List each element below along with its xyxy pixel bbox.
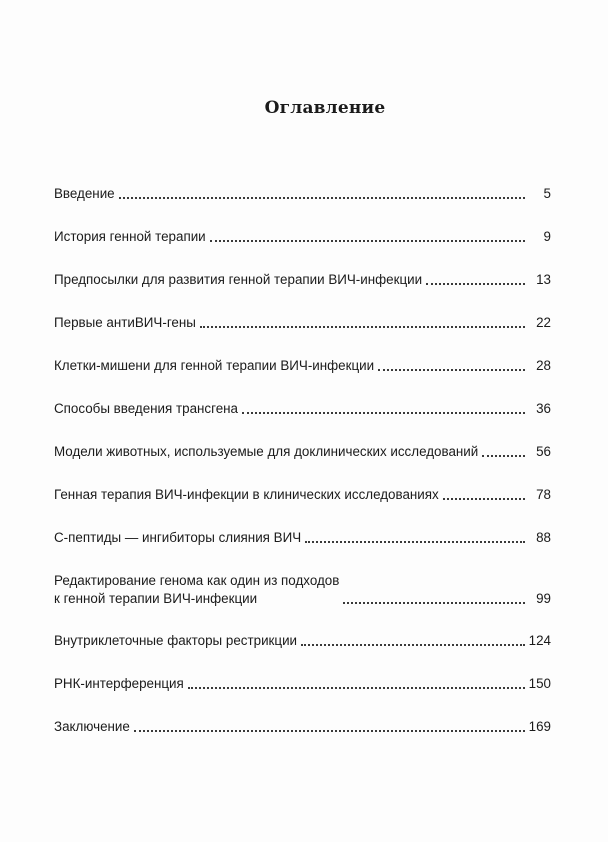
toc-entry-title bbox=[54, 675, 184, 693]
dot-leader bbox=[482, 454, 525, 457]
toc-page-number: 9 bbox=[543, 229, 551, 244]
dot-leader bbox=[305, 540, 525, 543]
toc-entry-title bbox=[54, 357, 374, 375]
toc-entry-title bbox=[54, 632, 297, 650]
toc-entry-title-line: Генная терапия ВИЧ-инфекции в клинических исследованиях bbox=[54, 487, 439, 502]
dot-leader bbox=[426, 282, 525, 285]
toc-entry-title bbox=[54, 314, 196, 332]
page-title: Оглавление bbox=[264, 98, 386, 118]
toc-entry-title-line: Предпосылки для развития генной терапии ВИЧ-инфекции bbox=[54, 272, 423, 287]
toc-page-number: 13 bbox=[536, 272, 551, 287]
toc-entry-title-line: Модели животных, используемые для доклинических исследований bbox=[54, 444, 479, 459]
toc-page-number: 56 bbox=[536, 444, 551, 459]
toc-entry[interactable] bbox=[54, 718, 551, 736]
toc-page-number: 88 bbox=[536, 530, 551, 545]
toc-entry[interactable] bbox=[54, 675, 551, 693]
toc-page-number: 36 bbox=[536, 401, 551, 416]
toc-entry-title bbox=[54, 486, 439, 504]
toc-entry-title-line: Первые антиВИЧ-гены bbox=[54, 315, 196, 330]
dot-leader bbox=[443, 497, 525, 500]
dot-leader bbox=[134, 729, 525, 732]
toc-entry[interactable] bbox=[54, 357, 551, 375]
toc-entry-title bbox=[54, 185, 115, 203]
dot-leader bbox=[242, 411, 525, 414]
dot-leader bbox=[119, 196, 525, 199]
toc-entry[interactable] bbox=[54, 486, 551, 504]
toc-page-number: 22 bbox=[536, 315, 551, 330]
toc-entry-title-line: Редактирование генома как один из подходов bbox=[54, 573, 340, 588]
dot-leader bbox=[188, 686, 525, 689]
toc-page-number: 78 bbox=[536, 487, 551, 502]
toc-entry-title bbox=[54, 271, 422, 289]
toc-entry-title-line: Внутриклеточные факторы рестрикции bbox=[54, 633, 298, 648]
toc-page-number: 169 bbox=[528, 719, 551, 734]
toc-entry[interactable] bbox=[54, 572, 551, 608]
dot-leader bbox=[301, 643, 525, 646]
toc-entry[interactable] bbox=[54, 529, 551, 547]
dot-leader bbox=[378, 368, 525, 371]
toc-entry-title bbox=[54, 572, 339, 608]
toc-entry-title bbox=[54, 529, 301, 547]
toc-entry[interactable] bbox=[54, 185, 551, 203]
toc-entry-title-line: С-пептиды — ингибиторы слияния ВИЧ bbox=[54, 530, 302, 545]
dot-leader bbox=[200, 325, 525, 328]
toc-page-number: 99 bbox=[536, 591, 551, 606]
toc-entry-title bbox=[54, 228, 206, 246]
toc-entry-title-line: Клетки-мишени для генной терапии ВИЧ-инфекции bbox=[54, 358, 375, 373]
toc-entry[interactable] bbox=[54, 400, 551, 418]
toc-entry-title bbox=[54, 443, 478, 461]
toc-page-number: 150 bbox=[528, 676, 551, 691]
toc-entry-title-line: История генной терапии bbox=[54, 229, 206, 244]
toc-entry[interactable] bbox=[54, 443, 551, 461]
toc-entry-title-line: РНК-интерференция bbox=[54, 676, 184, 691]
toc-page-number: 28 bbox=[536, 358, 551, 373]
toc-entry[interactable] bbox=[54, 271, 551, 289]
toc-entry[interactable] bbox=[54, 632, 551, 650]
toc-entry-title-line: Заключение bbox=[54, 719, 130, 734]
toc-entry-title-line: к генной терапии ВИЧ-инфекции bbox=[54, 591, 258, 606]
table-of-contents bbox=[54, 185, 551, 761]
toc-entry[interactable] bbox=[54, 314, 551, 332]
toc-entry-title-line: Способы введения трансгена bbox=[54, 401, 239, 416]
toc-entry-title bbox=[54, 718, 130, 736]
toc-entry-title bbox=[54, 400, 238, 418]
toc-page-number: 5 bbox=[543, 186, 551, 201]
dot-leader bbox=[343, 601, 525, 604]
dot-leader bbox=[210, 239, 525, 242]
toc-entry[interactable] bbox=[54, 228, 551, 246]
toc-page-number: 124 bbox=[528, 633, 551, 648]
toc-entry-title-line: Введение bbox=[54, 186, 115, 201]
